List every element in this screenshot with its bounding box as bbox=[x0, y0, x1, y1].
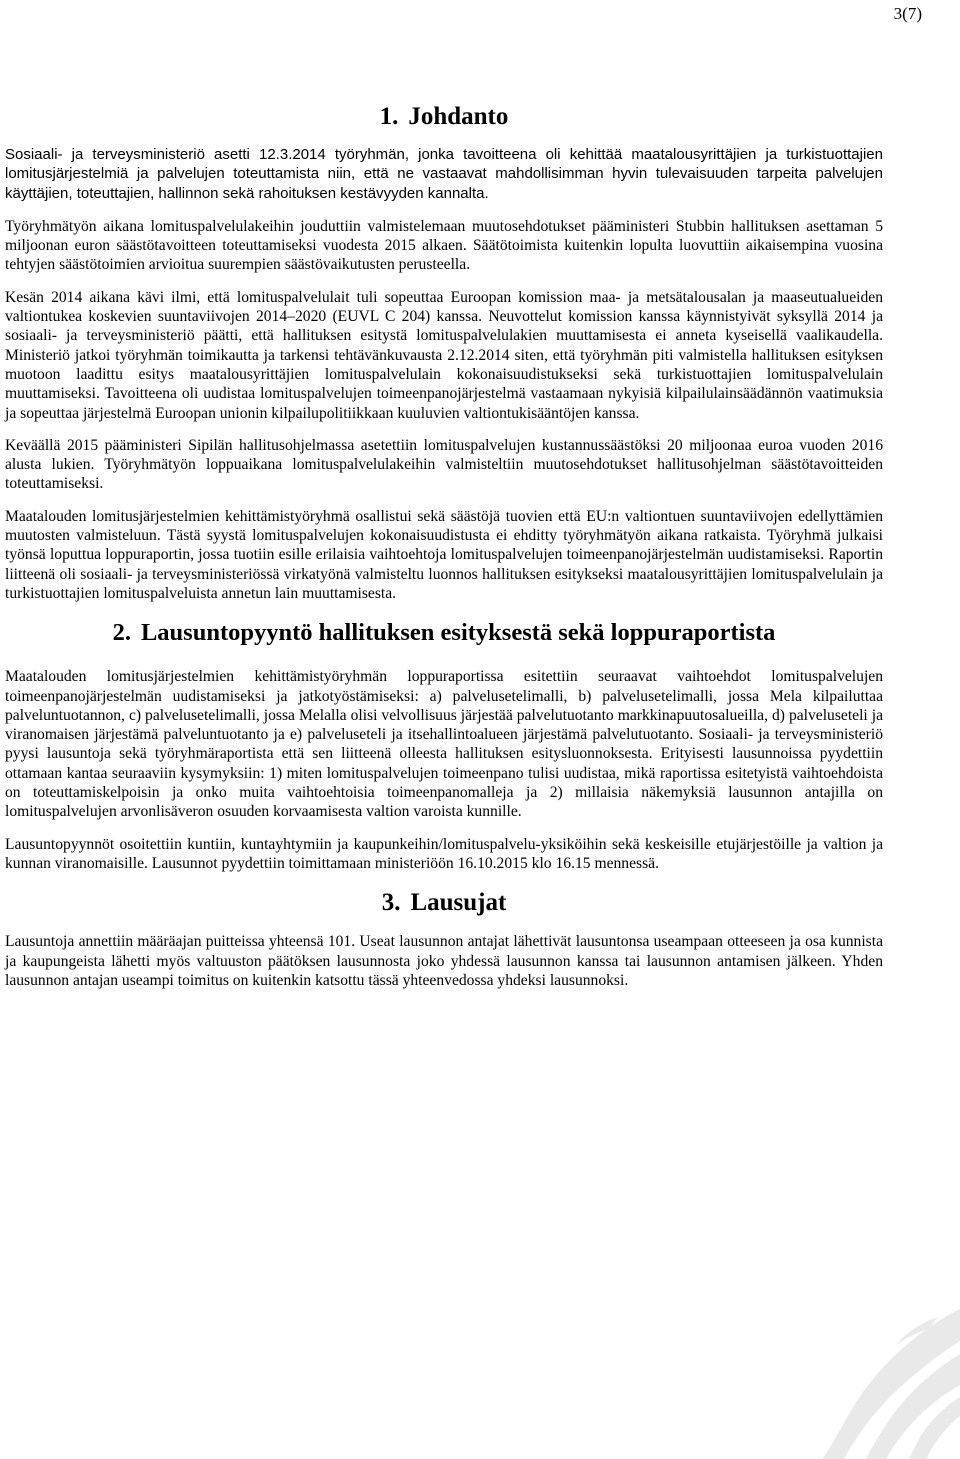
section-title: Lausujat bbox=[410, 889, 507, 917]
paragraph: Kesän 2014 aikana kävi ilmi, että lomituspalvelulait tuli sopeuttaa Euroopan komission maa- ja metsätalousalan ja maaseutualueiden valtiontukea koskevien suuntaviivojen 2014–2020 (EUVL C 204) kanssa. Neuvottelut komission kanssa käynnistyivät syksyllä 2014 ja sosiaali- ja terveysministeriö päätti, että hallituksen esitystä lomituspalvelulakien muuttamisesta ei anneta kyseisellä vaalikaudella. Ministeriö jatkoi työryhmän toimikautta ja tarkensi tehtävänkuvausta 2.12.2014 siten, että työryhmän piti valmistella hallituksen esityksen muotoon laadittu esitys maatalousyrittäjien lomituspalvelulain kokonaisuudistukseksi sekä turkistuottajien lomituspalvelulain muuttamiseksi. Tavoitteena oli uudistaa lomituspalvelujen toimeenpanojärjestelmä vastaamaan nykyisiä kilpailulainsäädännön vaatimuksia ja sopeuttaa järjestelmä Euroopan unionin kilpailupolitiikkaan kuuluvien valtiontukisääntöjen kanssa. bbox=[5, 288, 883, 422]
paragraph: Maatalouden lomitusjärjestelmien kehittämistyöryhmä osallistui sekä säästöjä tuovien että EU:n valtiontuen suuntaviivojen edellyttämien muutosten valmisteluun. Tästä syystä lomituspalvelujen kokonaisuudistusta ei ehditty työryhmätyön aikana ratkaista. Työryhmä julkaisi työnsä loputtua loppuraportin, jossa tuotiin esille erilaisia vaihtoehtoja lomituspalvelujen toimeenpanojärjestelmän uudistamiseksi. Raportin liitteenä oli sosiaali- ja terveysministeriössä virkatyönä valmisteltu luonnos hallituksen esitykseksi maatalousyrittäjien lomituspalvelulain ja turkistuottajien lomituspalveluista annetun lain muuttamisesta. bbox=[5, 507, 883, 602]
paragraph-intro: Sosiaali- ja terveysministeriö asetti 12.3.2014 työryhmän, jonka tavoitteena oli kehittää maatalousyrittäjien ja turkistuottajien lomitusjärjestelmiä ja palvelujen toteuttamista niin, että ne vastaavat mahdollisimman hyvin tulevaisuuden tarpeita palvelujen käyttäjien, toteuttajien, hallinnon sekä rahoituksen kestävyyden kannalta. bbox=[5, 146, 883, 202]
paragraph: Maatalouden lomitusjärjestelmien kehittämistyöryhmän loppuraportissa esitettiin seuraavat vaihtoehdot lomituspalvelujen toimeenpanojärjestelmän uudistamiseksi ja jatkotyöstämiseksi: a) palvelusetelimalli, b) palvelusetelimalli, jossa Mela kilpailuttaa palveluntuotannon, c) palvelusetelimalli, jossa Melalla olisi velvollisuus järjestää palvelutuotanto markkinapuutosalueilla, d) palveluseteli ja viranomaisen järjestämä palveluntuotanto ja e) palveluseteli ja itsehallintoalueen järjestämä palvelutuotanto. Sosiaali- ja terveysministeriö pyysi lausuntoja sekä työryhmäraportista että sen liitteenä olleesta hallituksen esitysluonnoksesta. Erityisesti lausunnoissa pyydettiin ottamaan kantaa seuraaviin kysymyksiin: 1) miten lomituspalvelujen toimeenpano tulisi uudistaa, mikä raportissa esitetyistä vaihtoehdoista on toteuttamiskelpoisin ja onko muita vaihtoehtoisia toimeenpanomalleja ja 2) millaisia näkemyksiä lausunnon antajilla on lomituspalvelujen arvonlisäveron osuuden korvaamisesta valtion varoista kunnille. bbox=[5, 668, 883, 821]
section-heading-johdanto bbox=[5, 100, 883, 134]
section-number: 3. bbox=[381, 889, 401, 917]
section-number: 1. bbox=[379, 103, 399, 130]
paragraph: Keväällä 2015 pääministeri Sipilän hallitusohjelmassa asetettiin lomituspalvelujen kustannussäästöksi 20 miljoonaa euroa vuoden 2016 alusta lukien. Työryhmätyön loppuaikana lomituspalvelulakeihin valmisteltiin muutosehdotukset hallitusohjelman säästötavoitteiden toteuttamiseksi. bbox=[5, 436, 883, 493]
paragraph: Työryhmätyön aikana lomituspalvelulakeihin jouduttiin valmistelemaan muutosehdotukset pääministeri Stubbin hallituksen asettaman 5 miljoonan euron säästötavoitteen toteuttamiseksi vuodesta 2015 alkaen. Säätötoimista kuitenkin lopulta luovuttiin aikaisempina vuosina tehtyjen säästötoimien arvioitua suurempien säästövaikutusten perusteella. bbox=[5, 217, 883, 274]
section-number: 2. bbox=[112, 619, 131, 647]
section-title: Johdanto bbox=[408, 103, 509, 130]
paragraph: Lausuntopyynnöt osoitettiin kuntiin, kuntayhtymiin ja kaupunkeihin/lomituspalvelu-yksiköihin sekä keskeisille etujärjestöille ja valtion ja kunnan viranomaisille. Lausunnot pyydettiin toimittamaan ministeriöön 16.10.2015 klo 16.15 mennessä. bbox=[5, 835, 883, 872]
section-heading-lausujat bbox=[5, 886, 883, 920]
document-body bbox=[5, 100, 883, 1003]
section-title: Lausuntopyyntö hallituksen esityksestä sekä loppuraportista bbox=[140, 619, 776, 647]
stylized-leaf-logo-icon bbox=[760, 1289, 960, 1459]
section-heading-lausuntopyynto bbox=[5, 616, 883, 650]
paragraph: Lausuntoja annettiin määräajan puitteissa yhteensä 101. Useat lausunnon antajat lähettivät lausuntonsa useampaan otteeseen ja osa kunnista ja kaupungeista lähetti myös valtuuston päätöksen lausunnosta joko yhdessä lausunnon kanssa tai lausunnon antamisen jälkeen. Yhden lausunnon antajan useampi toimitus on kuitenkin katsottu tässä yhteenvedossa yhdeksi lausunnoksi. bbox=[5, 933, 883, 989]
page-number: 3(7) bbox=[893, 4, 922, 23]
